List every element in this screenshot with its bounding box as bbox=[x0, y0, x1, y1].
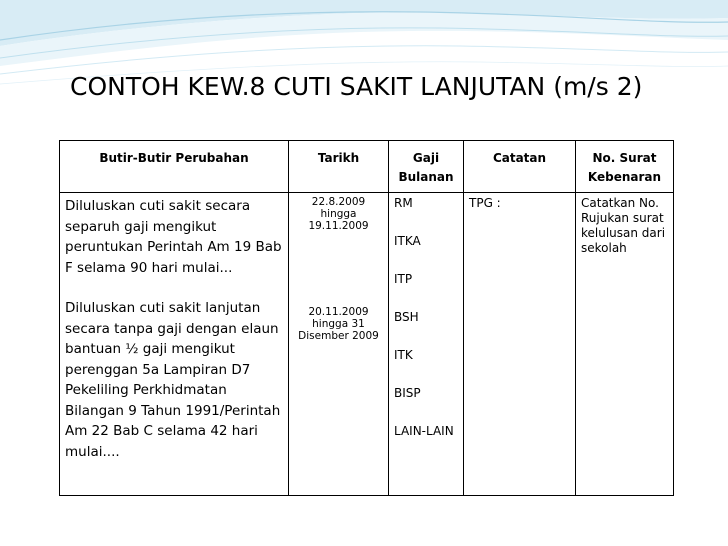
tarikh-period-2: 20.11.2009 hingga 31 Disember 2009 bbox=[298, 306, 379, 342]
gaji-item-bsh: BSH bbox=[394, 310, 419, 324]
gaji-item-itp: ITP bbox=[394, 272, 413, 286]
table-header-row bbox=[60, 141, 674, 193]
header-gaji: Gaji Bulanan bbox=[389, 141, 464, 193]
cell-tarikh bbox=[289, 193, 389, 496]
butir-paragraph-2: Diluluskan cuti sakit lanjutan secara tanpa gaji dengan elaun bantuan ½ gaji mengikut perenggan 5a Lampiran D7 Pekeliling Perkhidmatan Bilangan 9 Tahun 1991/Perintah Am 22 Bab C selama 42 hari mulai.... bbox=[65, 300, 281, 460]
cell-butir bbox=[60, 193, 289, 496]
header-nosurat: No. Surat Kebenaran bbox=[576, 141, 674, 193]
tarikh-period-1: 22.8.2009 hingga 19.11.2009 bbox=[308, 196, 369, 232]
kew8-table bbox=[59, 140, 674, 496]
butir-paragraph-1: Diluluskan cuti sakit secara separuh gaji mengikut peruntukan Perintah Am 19 Bab F selama 90 hari mulai... bbox=[65, 198, 282, 276]
gaji-item-rm: RM bbox=[394, 196, 413, 210]
header-catatan: Catatan bbox=[464, 141, 576, 193]
gaji-item-itka: ITKA bbox=[394, 234, 421, 248]
cell-nosurat: Catatkan No. Rujukan surat kelulusan dari sekolah bbox=[576, 193, 674, 496]
header-butir: Butir-Butir Perubahan bbox=[60, 141, 289, 193]
table-row bbox=[60, 193, 674, 496]
gaji-item-bisp: BISP bbox=[394, 386, 421, 400]
slide-title: CONTOH KEW.8 CUTI SAKIT LANJUTAN (m/s 2) bbox=[70, 72, 643, 101]
cell-gaji bbox=[389, 193, 464, 496]
cell-catatan: TPG : bbox=[464, 193, 576, 496]
header-tarikh: Tarikh bbox=[289, 141, 389, 193]
gaji-item-itk: ITK bbox=[394, 348, 413, 362]
gaji-item-lain: LAIN-LAIN bbox=[394, 424, 454, 438]
